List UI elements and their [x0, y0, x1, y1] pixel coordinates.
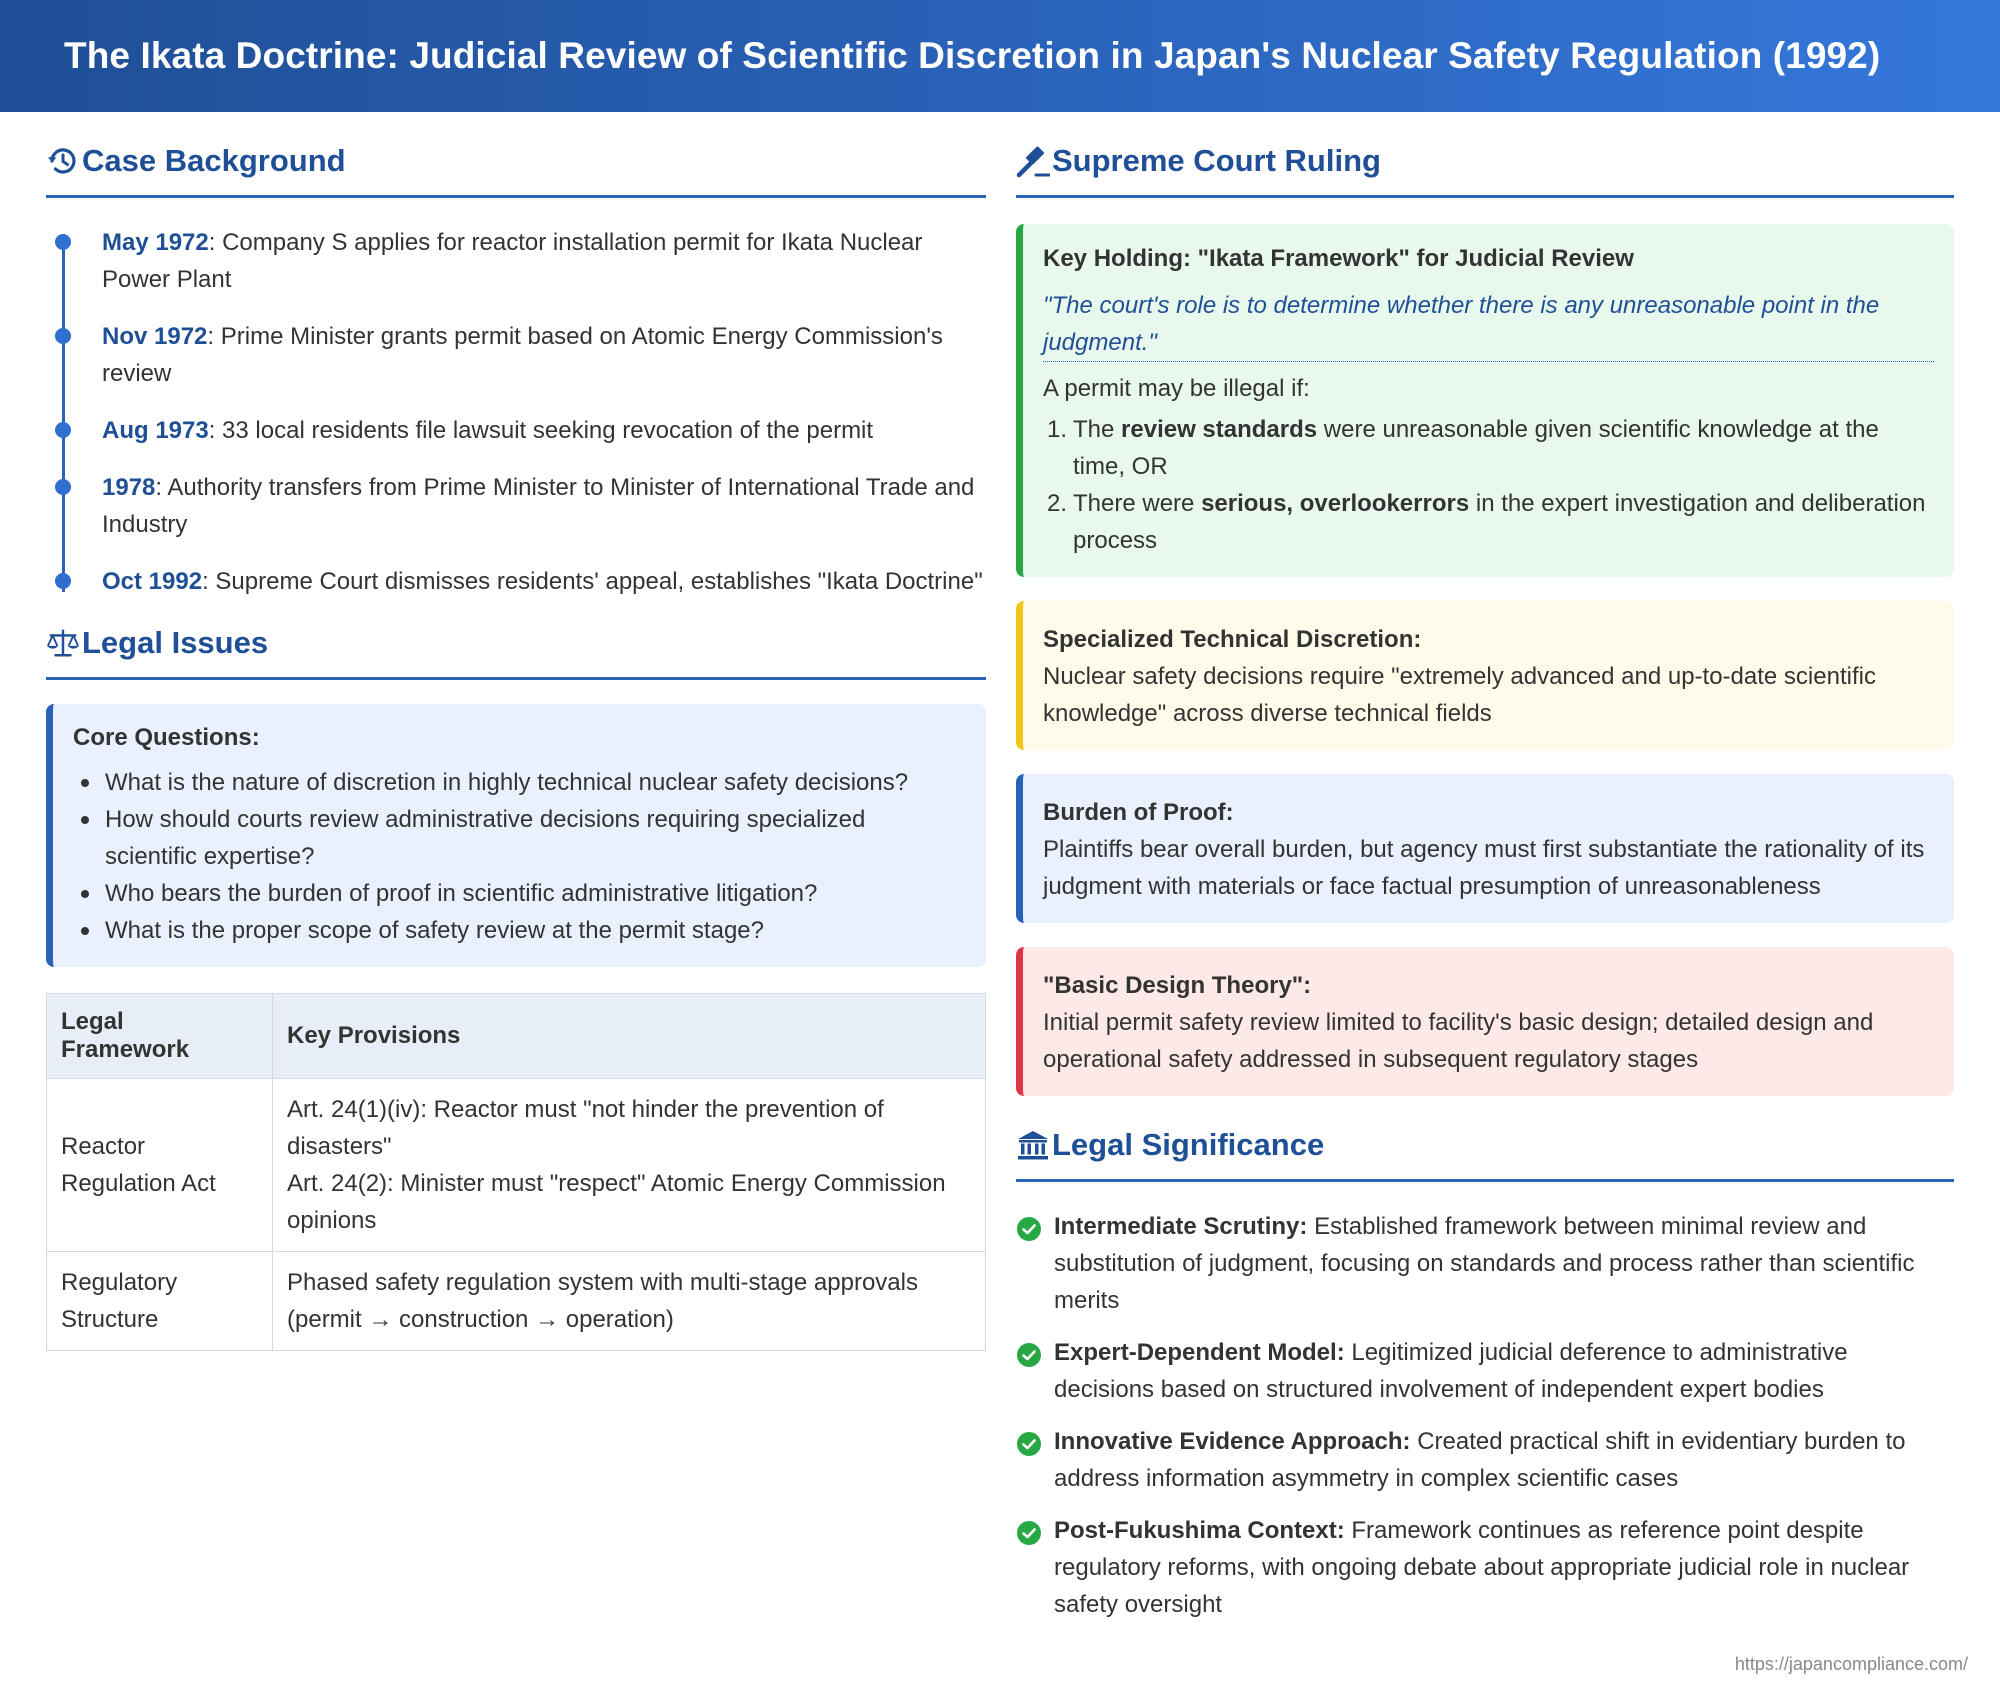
- basic-design-title: "Basic Design Theory":: [1043, 972, 1312, 999]
- burden-of-proof-text: Plaintiffs bear overall burden, but agency must first substantiate the rationality of its judgment with materials or face factual presumption of unreasonableness: [1043, 836, 1925, 900]
- technical-discretion-title: Specialized Technical Discretion:: [1043, 626, 1422, 653]
- condition-text: in the expert investigation and deliberation process: [1073, 490, 1926, 554]
- significance-text: Established framework between minimal review and substitution of judgment, focusing on standards and process rather than scientific merits: [1054, 1213, 1915, 1314]
- table-header-row: [47, 994, 986, 1079]
- list-item: [1016, 1512, 1954, 1623]
- legal-significance-heading: [1016, 1124, 1954, 1182]
- burden-of-proof-card: [1016, 774, 1954, 923]
- timeline-date: Aug 1973: [102, 417, 209, 444]
- legal-issues-title: Legal Issues: [82, 624, 269, 660]
- table-header: Legal Framework: [47, 994, 273, 1079]
- holding-quote: "The court's role is to determine whether there is any unreasonable point in the judgment.": [1043, 287, 1934, 362]
- significance-label: Post-Fukushima Context:: [1054, 1517, 1345, 1544]
- significance-text: Created practical shift in evidentiary burden to address information asymmetry in complex scientific cases: [1054, 1428, 1906, 1492]
- condition-text: There were: [1073, 490, 1202, 517]
- timeline-item: [102, 224, 986, 298]
- gavel-icon: [1016, 144, 1050, 178]
- provision-line: Art. 24(2): Minister must "respect" Atomic Energy Commission opinions: [287, 1170, 946, 1234]
- legal-significance-title: Legal Significance: [1052, 1126, 1325, 1162]
- condition-text: were unreasonable given scientific knowledge at the time, OR: [1073, 416, 1879, 480]
- basic-design-card: [1016, 947, 1954, 1096]
- right-column: [1016, 140, 1954, 1638]
- timeline-date: Oct 1992: [102, 568, 203, 595]
- list-item: What is the proper scope of safety review at the permit stage?: [73, 912, 960, 949]
- timeline-item: [102, 412, 986, 449]
- timeline-text: : Supreme Court dismisses residents' appeal, establishes "Ikata Doctrine": [202, 568, 983, 595]
- list-item: [1043, 411, 1934, 485]
- case-background-title: Case Background: [82, 142, 346, 178]
- list-item: [1016, 1208, 1954, 1319]
- legal-framework-table: [46, 993, 986, 1351]
- list-item: [1043, 485, 1934, 559]
- significance-text: Legitimized judicial deference to administrative decisions based on structured involvement of independent expert bodies: [1054, 1339, 1848, 1403]
- basic-design-text: Initial permit safety review limited to facility's basic design; detailed design and operational safety addressed in subsequent regulatory stages: [1043, 1009, 1874, 1073]
- condition-bold: serious, overlookerrors: [1201, 490, 1470, 517]
- page-title: The Ikata Doctrine: Judicial Review of Scientific Discretion in Japan's Nuclear Safety Regulation (1992): [64, 35, 1881, 76]
- technical-discretion-text: Nuclear safety decisions require "extremely advanced and up-to-date scientific knowledge" across diverse technical fields: [1043, 663, 1876, 727]
- significance-text: Framework continues as reference point despite regulatory reforms, with ongoing debate about appropriate judicial role in nuclear safety oversight: [1054, 1517, 1910, 1618]
- burden-of-proof-title: Burden of Proof:: [1043, 799, 1234, 826]
- table-row: [47, 1079, 986, 1252]
- timeline-item: [102, 563, 986, 600]
- timeline-item: [102, 469, 986, 543]
- check-circle-icon: [1016, 1431, 1042, 1457]
- significance-label: Intermediate Scrutiny:: [1054, 1213, 1308, 1240]
- supreme-court-ruling-heading: [1016, 140, 1954, 198]
- table-cell-framework: Reactor Regulation Act: [47, 1079, 273, 1252]
- history-icon: [46, 144, 80, 178]
- provision-line: Art. 24(1)(iv): Reactor must "not hinder the prevention of disasters": [287, 1096, 884, 1160]
- table-cell-provisions: [273, 1252, 986, 1351]
- condition-bold: review standards: [1121, 416, 1318, 443]
- table-header: Key Provisions: [273, 994, 986, 1079]
- significance-label: Expert-Dependent Model:: [1054, 1339, 1345, 1366]
- list-item: What is the nature of discretion in highly technical nuclear safety decisions?: [73, 764, 960, 801]
- scale-icon: [46, 626, 80, 660]
- case-background-heading: [46, 140, 986, 198]
- check-circle-icon: [1016, 1342, 1042, 1368]
- landmark-icon: [1016, 1128, 1050, 1162]
- list-item: [1016, 1334, 1954, 1408]
- list-item: Who bears the burden of proof in scientific administrative litigation?: [73, 875, 960, 912]
- timeline-text: : Prime Minister grants permit based on Atomic Energy Commission's review: [102, 323, 943, 387]
- significance-label: Innovative Evidence Approach:: [1054, 1428, 1411, 1455]
- list-item: [1016, 1423, 1954, 1497]
- timeline-text: : Company S applies for reactor installation permit for Ikata Nuclear Power Plant: [102, 229, 923, 293]
- footer-url[interactable]: https://japancompliance.com/: [1734, 1654, 1968, 1674]
- check-circle-icon: [1016, 1216, 1042, 1242]
- key-holding-card: [1016, 224, 1954, 577]
- core-questions-box: [46, 704, 986, 967]
- technical-discretion-card: [1016, 601, 1954, 750]
- timeline-date: Nov 1972: [102, 323, 208, 350]
- core-questions-list: [73, 764, 960, 949]
- core-questions-title: Core Questions:: [73, 724, 260, 751]
- timeline-item: [102, 318, 986, 392]
- timeline-text: : 33 local residents file lawsuit seeking revocation of the permit: [208, 417, 874, 444]
- table-row: [47, 1252, 986, 1351]
- key-holding-title: Key Holding: "Ikata Framework" for Judicial Review: [1043, 245, 1634, 272]
- list-item: How should courts review administrative decisions requiring specialized scientific expertise?: [73, 801, 960, 875]
- timeline-text: : Authority transfers from Prime Minister to Minister of International Trade and Industry: [102, 474, 975, 538]
- timeline-date: 1978: [102, 474, 156, 501]
- check-circle-icon: [1016, 1520, 1042, 1546]
- holding-intro: A permit may be illegal if:: [1043, 375, 1310, 402]
- legal-issues-heading: [46, 622, 986, 680]
- page-header: [0, 0, 2000, 112]
- provision-line: Phased safety regulation system with multi-stage approvals (permit → construction → operation): [287, 1269, 918, 1333]
- significance-list: [1016, 1208, 1954, 1623]
- table-cell-framework: Regulatory Structure: [47, 1252, 273, 1351]
- timeline: [46, 224, 986, 600]
- holding-conditions: [1043, 411, 1934, 559]
- condition-text: The: [1073, 416, 1122, 443]
- table-cell-provisions: [273, 1079, 986, 1252]
- left-column: [46, 140, 986, 1351]
- supreme-court-ruling-title: Supreme Court Ruling: [1052, 142, 1381, 178]
- timeline-date: May 1972: [102, 229, 209, 256]
